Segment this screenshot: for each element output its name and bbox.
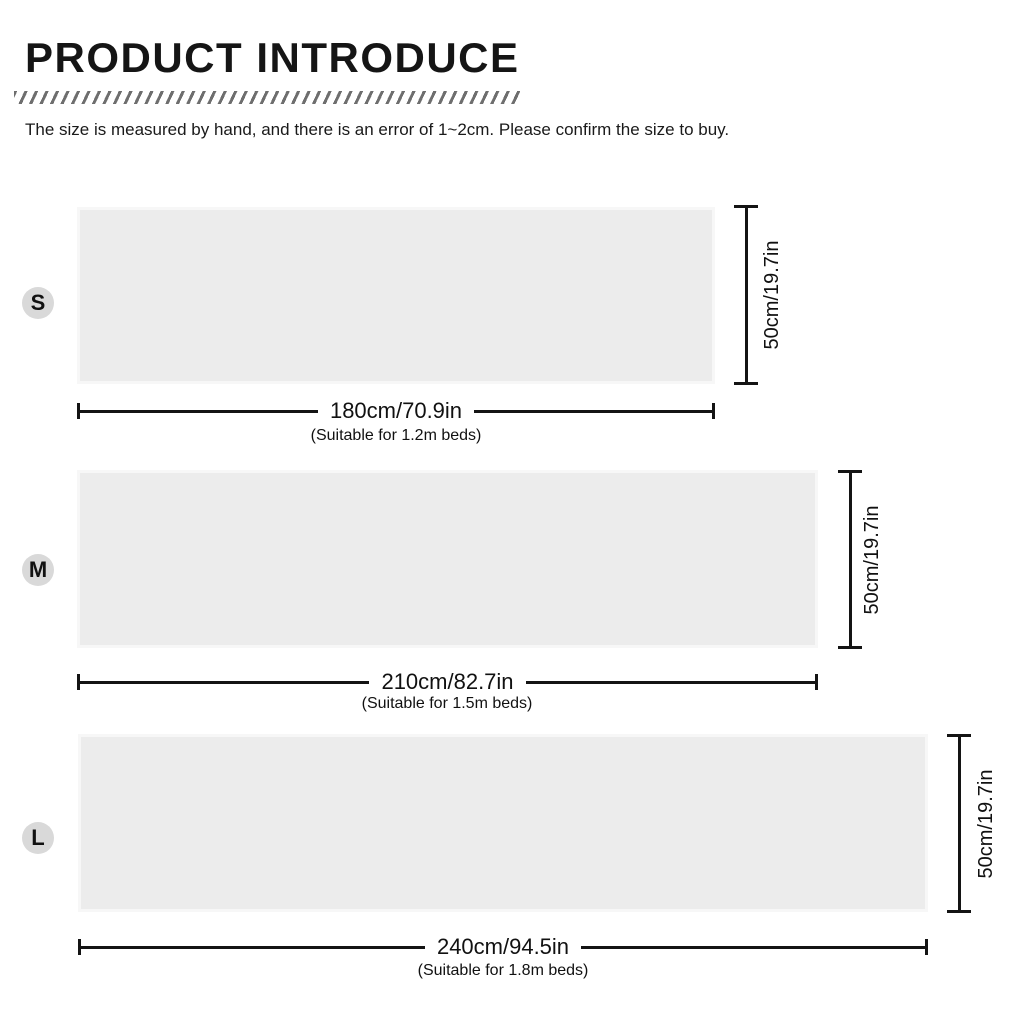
width-dimension-line-m-left-segment	[80, 681, 369, 684]
suitable-caption-l: (Suitable for 1.8m beds)	[417, 962, 589, 979]
width-dimension-label-m: 210cm/82.7in	[381, 669, 514, 694]
width-dimension-line-m-right-cap	[815, 674, 818, 690]
height-dimension-line-s-rule	[745, 205, 748, 385]
height-dimension-line-l	[947, 734, 971, 913]
width-dimension-label-s: 180cm/70.9in	[329, 398, 463, 423]
width-dimension-line-l	[78, 936, 928, 958]
hatch-divider	[14, 91, 520, 104]
product-swatch-m	[77, 470, 818, 648]
size-badge-m	[22, 554, 54, 586]
product-swatch-l	[78, 734, 928, 912]
width-dimension-line-s-right-cap	[712, 403, 715, 419]
width-dimension-line-l-left-segment	[81, 946, 425, 949]
width-dimension-line-s	[77, 400, 715, 422]
width-dimension-line-s-left-segment	[80, 410, 318, 413]
height-dimension-label-s: 50cm/19.7in	[761, 240, 783, 350]
width-dimension-label-l: 240cm/94.5in	[436, 934, 570, 959]
width-dimension-line-m-right-segment	[526, 681, 815, 684]
page-title: PRODUCT INTRODUCE	[25, 34, 520, 81]
size-badge-l	[22, 822, 54, 854]
width-dimension-line-l-right-segment	[581, 946, 925, 949]
size-badge-s	[22, 287, 54, 319]
width-dimension-line-s-right-segment	[474, 410, 712, 413]
measurement-note: The size is measured by hand, and there is an error of 1~2cm. Please confirm the size to buy.	[25, 120, 730, 139]
width-dimension-line-l-right-cap	[925, 939, 928, 955]
height-dimension-line-s	[734, 205, 758, 385]
height-dimension-label-l: 50cm/19.7in	[975, 769, 997, 879]
suitable-caption-m: (Suitable for 1.5m beds)	[361, 695, 533, 712]
size-badge-m-label: M	[28, 557, 48, 582]
height-dimension-line-l-rule	[958, 734, 961, 913]
suitable-caption-s: (Suitable for 1.2m beds)	[310, 427, 482, 444]
width-dimension-line-m	[77, 671, 818, 693]
height-dimension-label-m: 50cm/19.7in	[861, 505, 883, 615]
product-swatch-s	[77, 207, 715, 384]
size-badge-s-label: S	[30, 290, 46, 315]
height-dimension-line-m-rule	[849, 470, 852, 649]
size-badge-l-label: L	[31, 825, 45, 850]
